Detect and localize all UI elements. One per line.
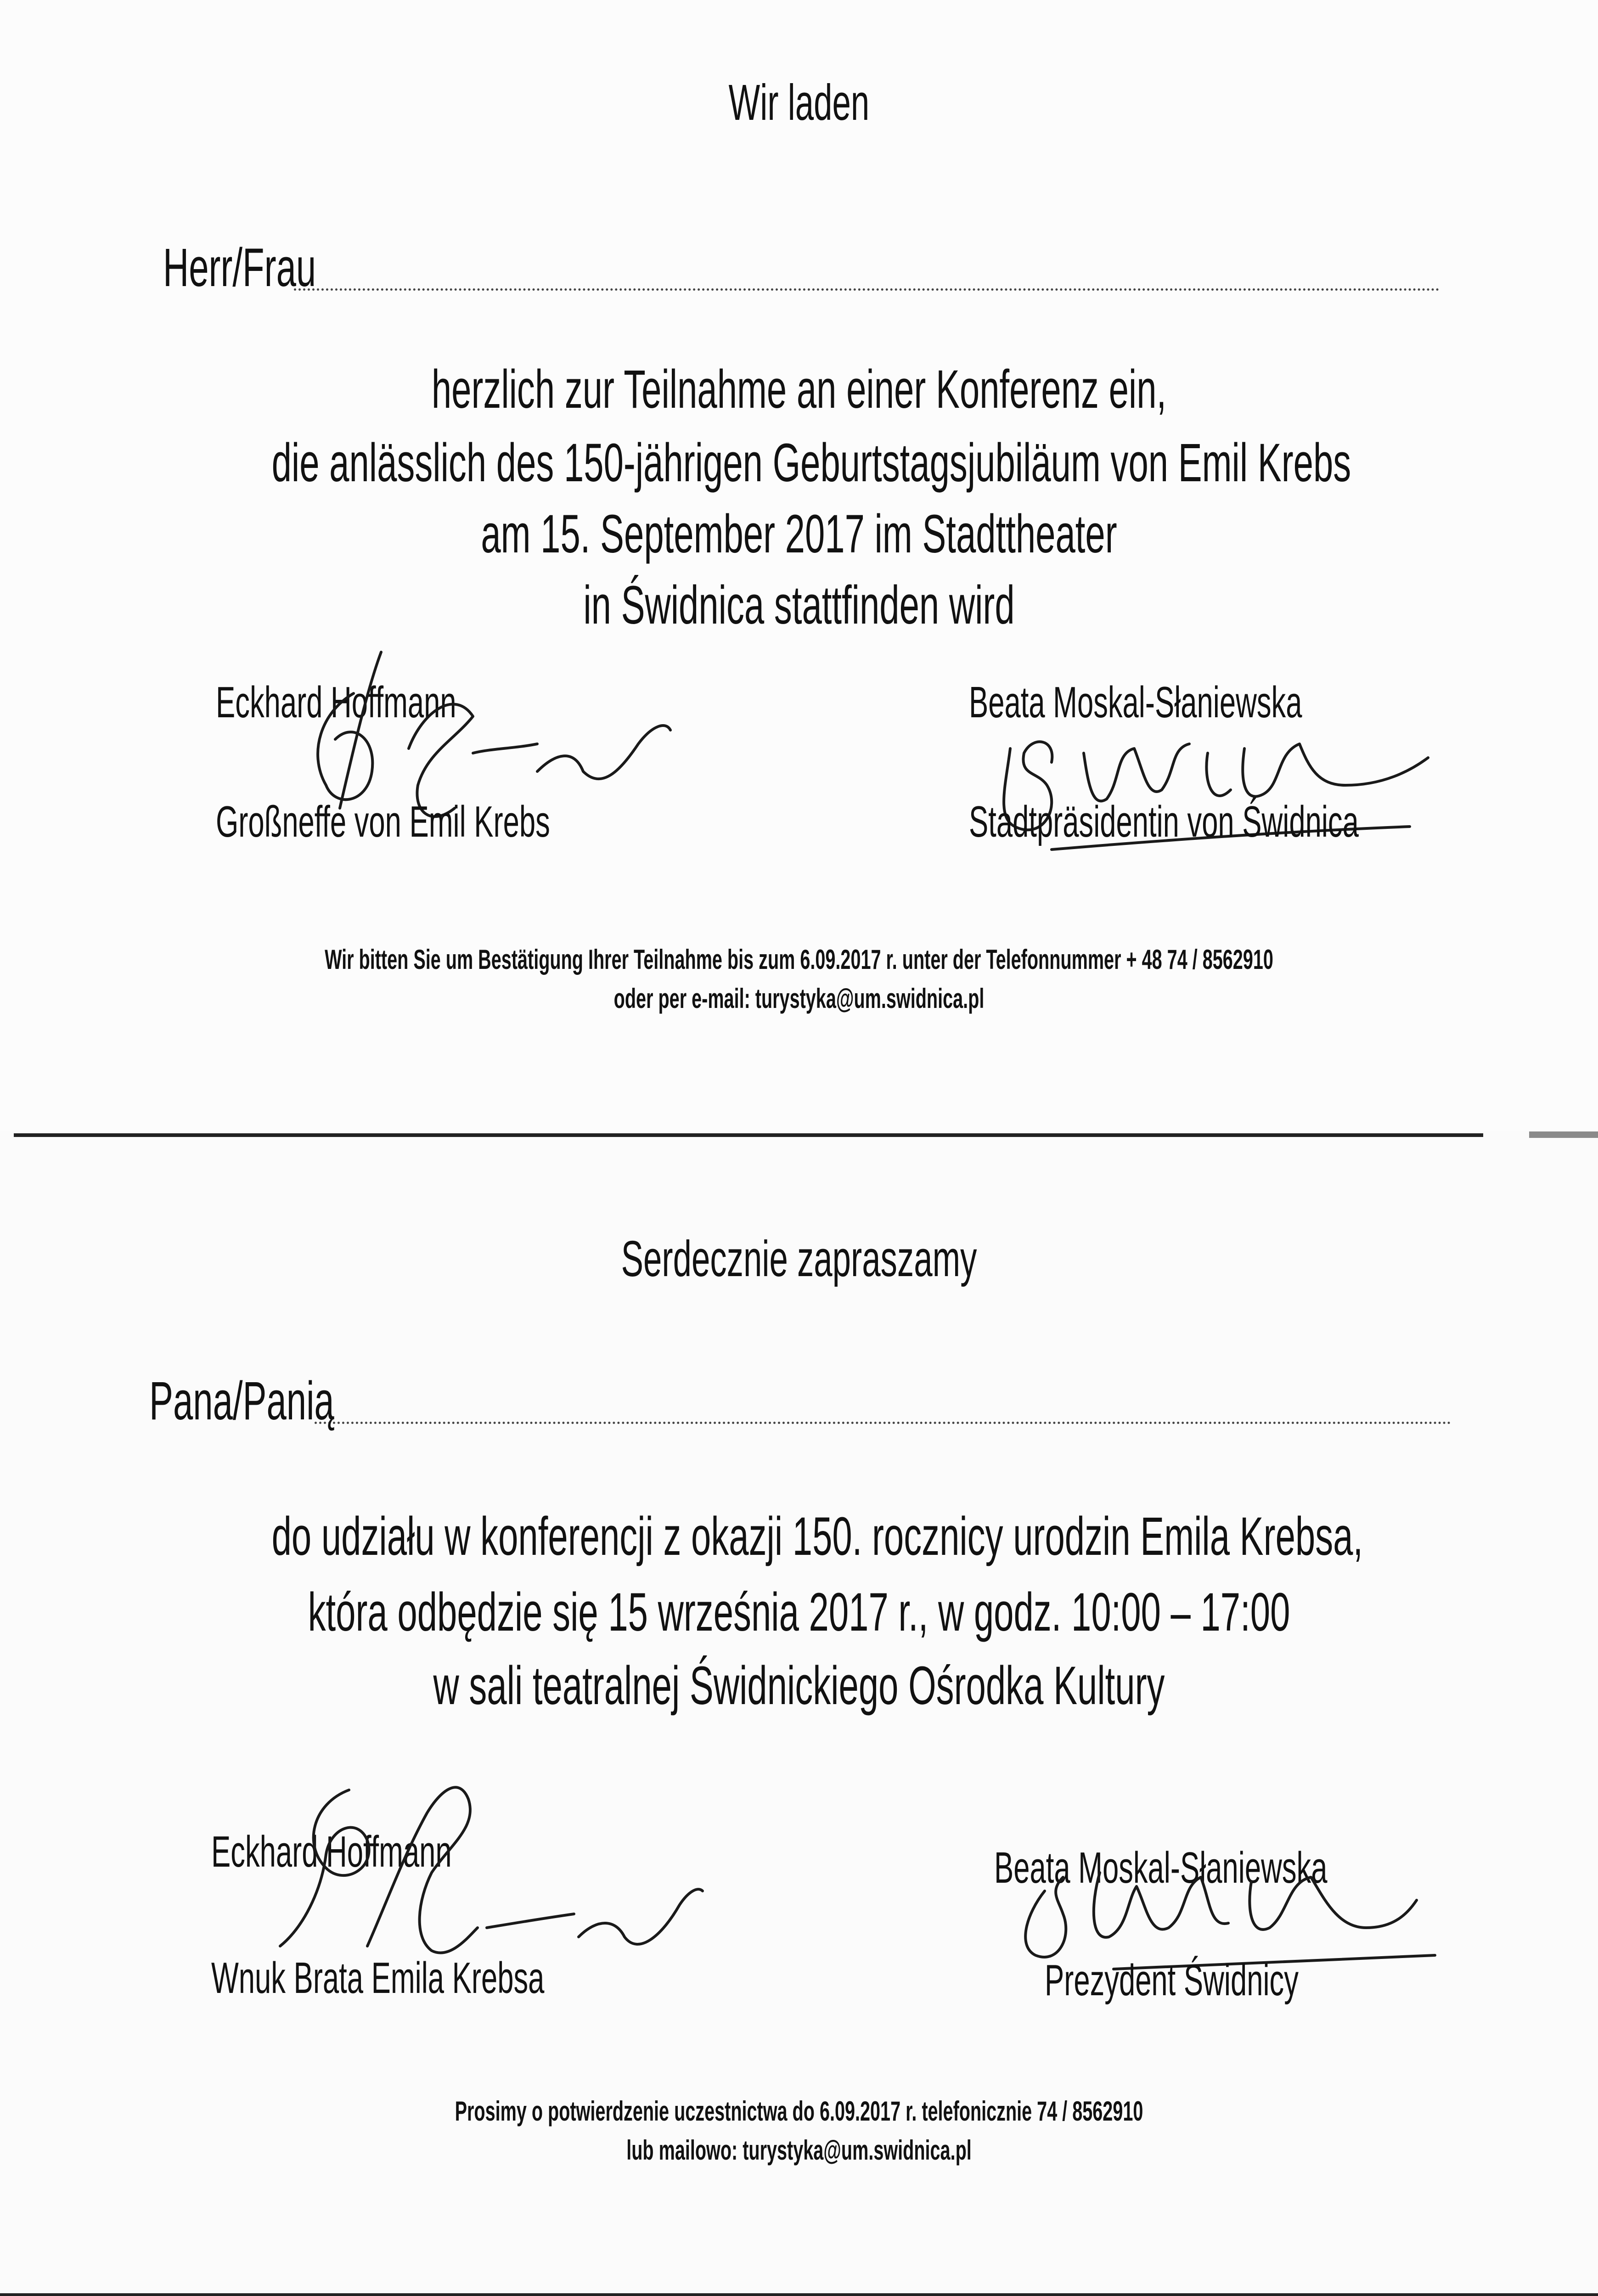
- rsvp-email-line: lub mailowo: turystyka@um.swidnica.pl: [626, 2135, 972, 2166]
- body-line: die anlässlich des 150-jährigen Geburtstagsjubiläum von Emil Krebs: [271, 433, 1351, 493]
- rsvp-email-line: oder per e-mail: turystyka@um.swidnica.pl: [613, 983, 985, 1014]
- signatory-title: Prezydent Świdnicy: [1045, 1956, 1299, 2005]
- invitation-card-polish: [0, 1138, 1598, 2296]
- name-fill-line: [315, 1422, 1451, 1424]
- signatory-name: Beata Moskal-Słaniewska: [994, 1843, 1328, 1892]
- signatory-left: [211, 1753, 716, 2010]
- fold-line: [14, 1133, 1483, 1137]
- signatory-name: Eckhard Hoffmann: [211, 1827, 452, 1876]
- scan-bottom-edge: [0, 2293, 1598, 2296]
- fold-tab: [1529, 1131, 1598, 1138]
- signatory-title: Großneffe von Emil Krebs: [216, 797, 550, 846]
- salutation-line: [163, 236, 1440, 299]
- signatory-title: Stadtpräsidentin von Świdnica: [969, 797, 1359, 846]
- body-line: w sali teatralnej Świdnickiego Ośrodka Kultury: [433, 1655, 1165, 1716]
- name-fill-line: [294, 288, 1440, 291]
- salutation-label: Pana/Panią: [149, 1371, 334, 1431]
- card-heading: Serdecznie zapraszamy: [621, 1231, 977, 1287]
- body-line: herzlich zur Teilnahme an einer Konferenz ein,: [431, 359, 1167, 420]
- body-line: która odbędzie się 15 września 2017 r., w godz. 10:00 – 17:00: [308, 1582, 1290, 1643]
- salutation-label: Herr/Frau: [163, 237, 316, 298]
- signatory-right: [994, 1753, 1499, 2010]
- body-line: am 15. September 2017 im Stadttheater: [481, 504, 1117, 564]
- signatory-left: [216, 634, 721, 872]
- signatory-right: [969, 634, 1474, 872]
- signatory-name: Beata Moskal-Słaniewska: [969, 678, 1302, 727]
- rsvp-line: Prosimy o potwierdzenie uczestnictwa do 6.09.2017 r. telefonicznie 74 / 8562910: [455, 2096, 1143, 2127]
- invitation-card-german: [0, 0, 1598, 1131]
- signatory-title: Wnuk Brata Emila Krebsa: [211, 1953, 545, 2003]
- salutation-line: [149, 1370, 1451, 1432]
- rsvp-line: Wir bitten Sie um Bestätigung Ihrer Teilnahme bis zum 6.09.2017 r. unter der Telefonnummer + 48 74 / 8562910: [325, 944, 1273, 975]
- card-heading: Wir laden: [728, 74, 870, 131]
- signatory-name: Eckhard Hoffmann: [216, 678, 456, 727]
- body-line: do udziału w konferencji z okazji 150. rocznicy urodzin Emila Krebsa,: [271, 1506, 1363, 1567]
- body-line: in Świdnica stattfinden wird: [583, 575, 1015, 636]
